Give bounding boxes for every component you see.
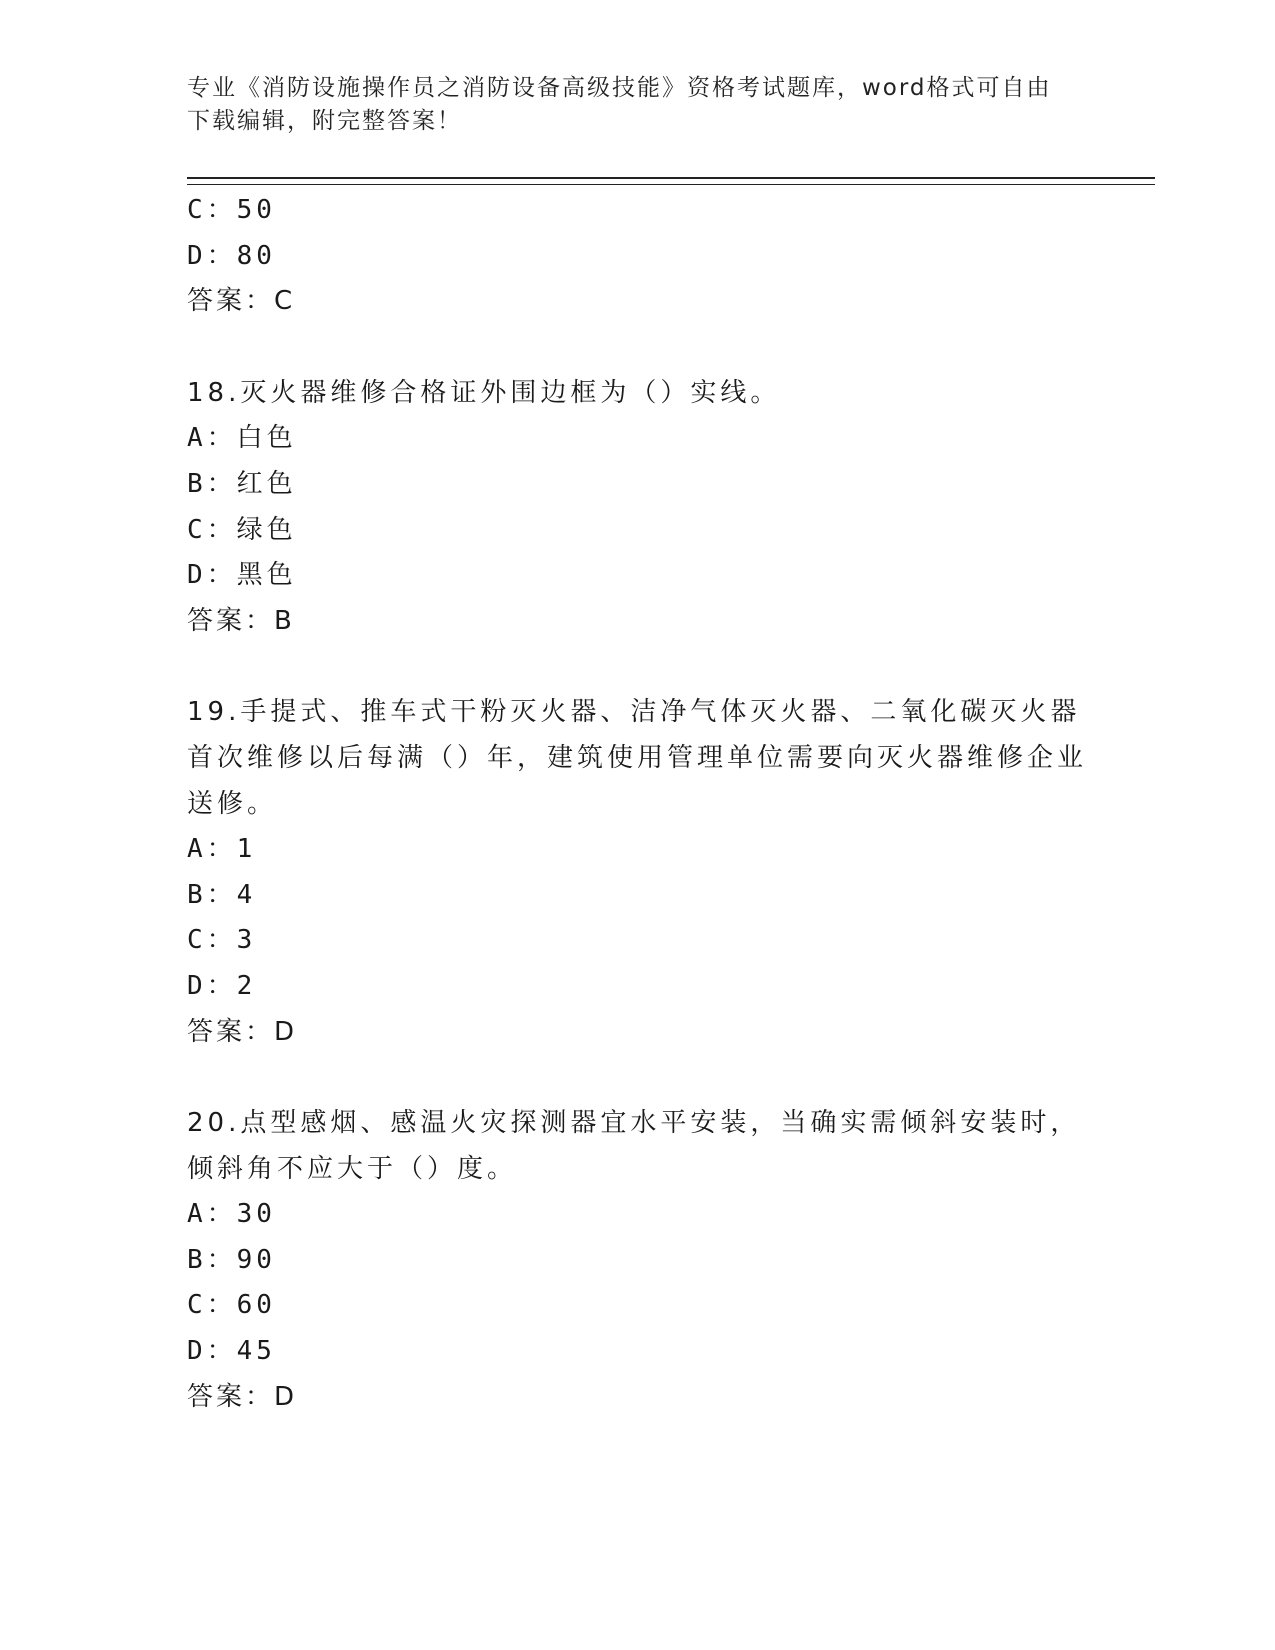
option-text: 红色 — [236, 468, 297, 499]
option-text: 白色 — [236, 423, 297, 454]
option-key: D： — [187, 240, 237, 271]
option-text: 绿色 — [236, 514, 297, 545]
option-text: 30 — [236, 1199, 276, 1230]
option-key: C： — [187, 1290, 237, 1321]
spacer — [187, 644, 1087, 690]
option-key: C： — [187, 195, 237, 225]
option-b — [187, 1238, 1087, 1284]
option-d — [187, 553, 1087, 599]
option-key: C： — [187, 514, 237, 545]
option-text: 黑色 — [236, 560, 297, 591]
option-text: 80 — [236, 240, 276, 271]
spacer — [187, 325, 1087, 371]
option-text: 45 — [236, 1336, 276, 1367]
option-text: 50 — [236, 195, 276, 225]
option-key: D： — [187, 560, 237, 591]
option-text: 90 — [236, 1244, 276, 1275]
option-text: 60 — [236, 1290, 276, 1321]
option-key: A： — [187, 834, 237, 865]
answer-line: 答案：B — [187, 605, 295, 636]
option-a — [187, 416, 1087, 462]
question-list — [187, 188, 1087, 1420]
option-c — [187, 1283, 1087, 1329]
option-text: 4 — [236, 879, 257, 910]
option-c — [187, 918, 1087, 964]
option-b — [187, 462, 1087, 508]
option-d — [187, 964, 1087, 1010]
answer-line: 答案：C — [187, 286, 296, 317]
question-stem: 18.灭火器维修合格证外围边框为（）实线。 — [187, 377, 781, 408]
option-text: 3 — [236, 925, 257, 956]
page-header: 专业《消防设施操作员之消防设备高级技能》资格考试题库，word格式可自由下载编辑，附完整答案！ — [187, 75, 1052, 134]
option-d — [187, 1329, 1087, 1375]
question-stem: 20.点型感烟、感温火灾探测器宜水平安装，当确实需倾斜安装时，倾斜角不应大于（）度。 — [187, 1108, 1081, 1184]
question-stem: 19.手提式、推车式干粉灭火器、洁净气体灭火器、二氧化碳灭火器首次维修以后每满（）年，建筑使用管理单位需要向灭火器维修企业送修。 — [187, 697, 1088, 819]
option-a — [187, 827, 1087, 873]
option-key: B： — [187, 879, 237, 910]
option-key: A： — [187, 423, 237, 454]
option-text: 1 — [236, 834, 257, 865]
spacer — [187, 1055, 1087, 1101]
option-c — [187, 508, 1087, 554]
option-text: 2 — [236, 970, 257, 1001]
answer-line: 答案：D — [187, 1016, 298, 1047]
option-key: D： — [187, 970, 237, 1001]
option-key: B： — [187, 468, 237, 499]
option-a — [187, 1192, 1087, 1238]
option-key: C： — [187, 925, 237, 956]
header-divider — [187, 177, 1155, 185]
option-key: B： — [187, 1244, 237, 1275]
option-c — [187, 188, 1087, 234]
option-b — [187, 873, 1087, 919]
answer-line: 答案：D — [187, 1381, 298, 1412]
option-d — [187, 234, 1087, 280]
option-key: D： — [187, 1336, 237, 1367]
option-key: A： — [187, 1199, 237, 1230]
